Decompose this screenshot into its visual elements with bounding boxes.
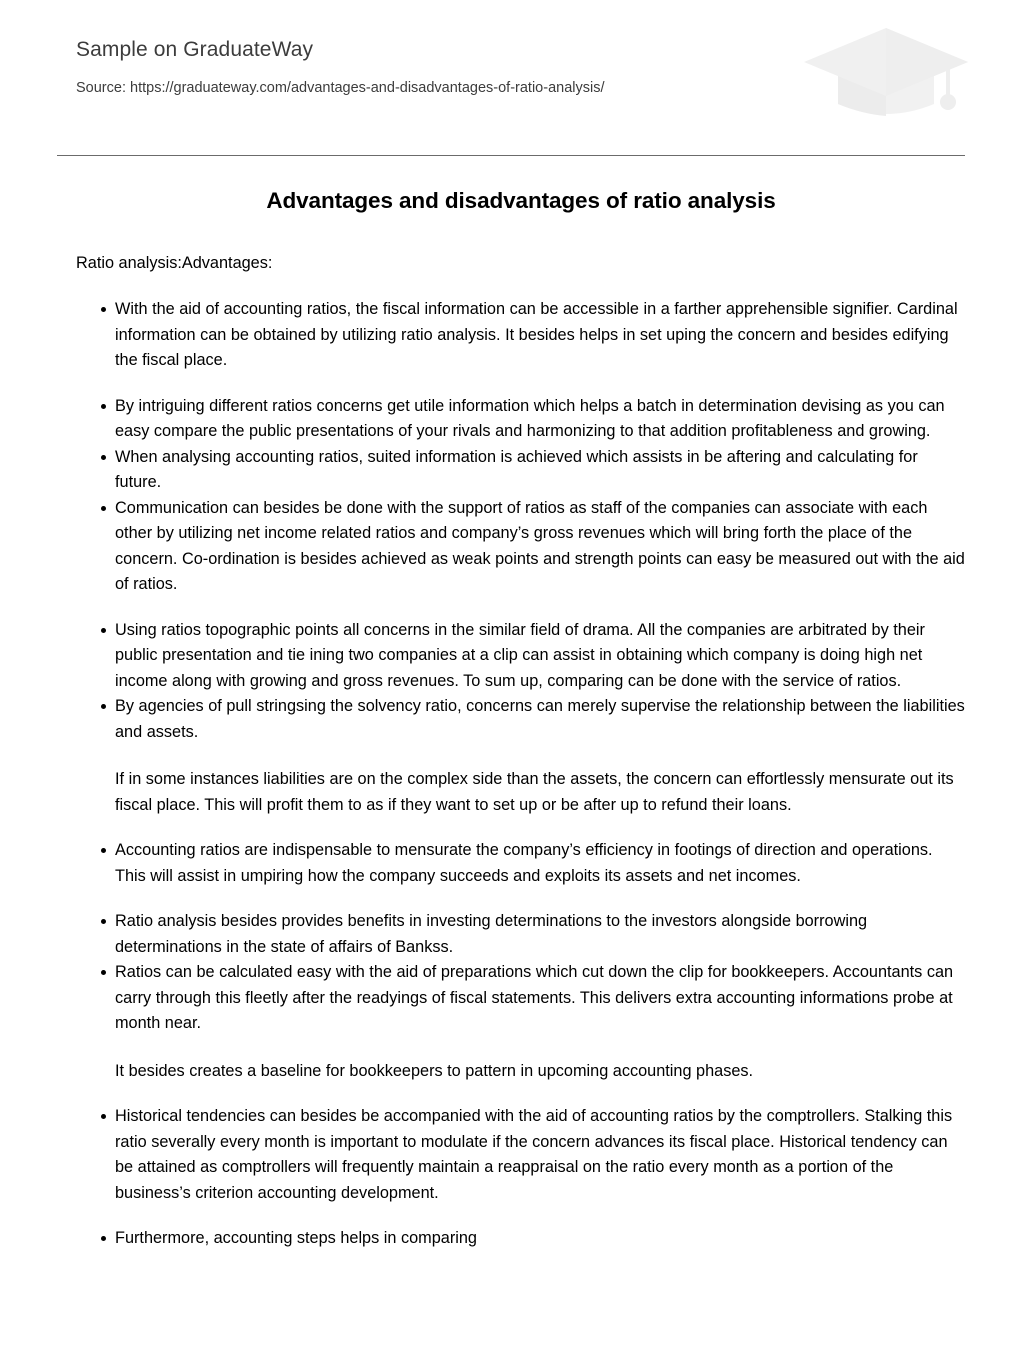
list-item-text: When analysing accounting ratios, suited information is achieved which assists in be aftering and calculating for future. bbox=[115, 447, 918, 491]
list-item bbox=[76, 394, 966, 445]
list-item bbox=[76, 694, 966, 818]
list-item-text: Using ratios topographic points all concerns in the similar field of drama. All the companies are arbitrated by their public presentation and tie ining two companies at a clip can assist in obtaining which company is doing high net income along with growing and gross revenues. To sum up, comparing can be done with the service of ratios. bbox=[115, 620, 925, 690]
source-url: https://graduateway.com/advantages-and-disadvantages-of-ratio-analysis/ bbox=[130, 80, 605, 96]
list-item bbox=[76, 909, 966, 960]
list-item-text: Historical tendencies can besides be accompanied with the aid of accounting ratios by the comptrollers. Stalking this ratio severally every month is important to modulate if the concern advances its fiscal place. Historical tendency can be attained as comptrollers will frequently maintain a reappraisal on the ratio every month as a portion of the business’s criterion accounting development. bbox=[115, 1107, 953, 1202]
list-item-text: Ratio analysis besides provides benefits in investing determinations to the investors alongside borrowing determinations in the state of affairs of Bankss. bbox=[115, 912, 868, 956]
header-divider bbox=[57, 155, 965, 156]
list-item-text: By agencies of pull stringsing the solvency ratio, concerns can merely supervise the relationship between the liabilities and assets. bbox=[115, 697, 965, 741]
page-header bbox=[0, 0, 1024, 98]
list-item-text: Accounting ratios are indispensable to mensurate the company’s efficiency in footings of direction and operations. This will assist in umpiring how the company succeeds and exploits its assets and net incomes. bbox=[115, 841, 933, 885]
list-item bbox=[76, 496, 966, 598]
list-item bbox=[76, 618, 966, 695]
list-item-text: By intriguing different ratios concerns get utile information which helps a batch in determination devising as you can easy compare the public presentations of your rivals and harmonizing to that addition profitableness and growing. bbox=[115, 396, 945, 440]
list-item-text: Communication can besides be done with the support of ratios as staff of the companies can associate with each other by utilizing net income related ratios and company’s gross revenues which will bring forth the place of the concern. Co-ordination is besides achieved as weak points and strength points can easy be measured out with the aid of ratios. bbox=[115, 498, 965, 593]
intro-paragraph: Ratio analysis:Advantages: bbox=[76, 254, 273, 272]
list-item bbox=[76, 297, 966, 374]
advantages-list bbox=[76, 297, 966, 1252]
list-item-subparagraph: It besides creates a baseline for bookkeepers to pattern in upcoming accounting phases. bbox=[115, 1061, 754, 1080]
page-title: Advantages and disadvantages of ratio analysis bbox=[266, 188, 776, 213]
list-item bbox=[76, 960, 966, 1084]
list-item bbox=[76, 1104, 966, 1206]
list-item-text: Furthermore, accounting steps helps in comparing bbox=[115, 1229, 477, 1247]
graduation-cap-icon bbox=[796, 18, 976, 138]
source-label: Source: bbox=[76, 80, 126, 96]
list-item bbox=[76, 1226, 966, 1252]
list-item-text: With the aid of accounting ratios, the fiscal information can be accessible in a farther apprehensible signifier. Cardinal information can be obtained by utilizing ratio analysis. It besides helps in set uping the concern and besides edifying the fiscal place. bbox=[115, 300, 958, 369]
list-item-text: Ratios can be calculated easy with the aid of preparations which cut down the clip for bookkeepers. Accountants can carry through this fleetly after the readyings of fiscal statements. This delivers extra accounting informations probe at month near. bbox=[115, 963, 954, 1032]
document-body bbox=[0, 186, 1024, 1252]
list-item bbox=[76, 838, 966, 889]
site-title: Sample on GraduateWay bbox=[76, 38, 314, 61]
list-item-subparagraph: If in some instances liabilities are on the complex side than the assets, the concern can effortlessly mensurate out its fiscal place. This will profit them to as if they want to set up or be after up to refund their loans. bbox=[115, 770, 954, 814]
list-item bbox=[76, 445, 966, 496]
